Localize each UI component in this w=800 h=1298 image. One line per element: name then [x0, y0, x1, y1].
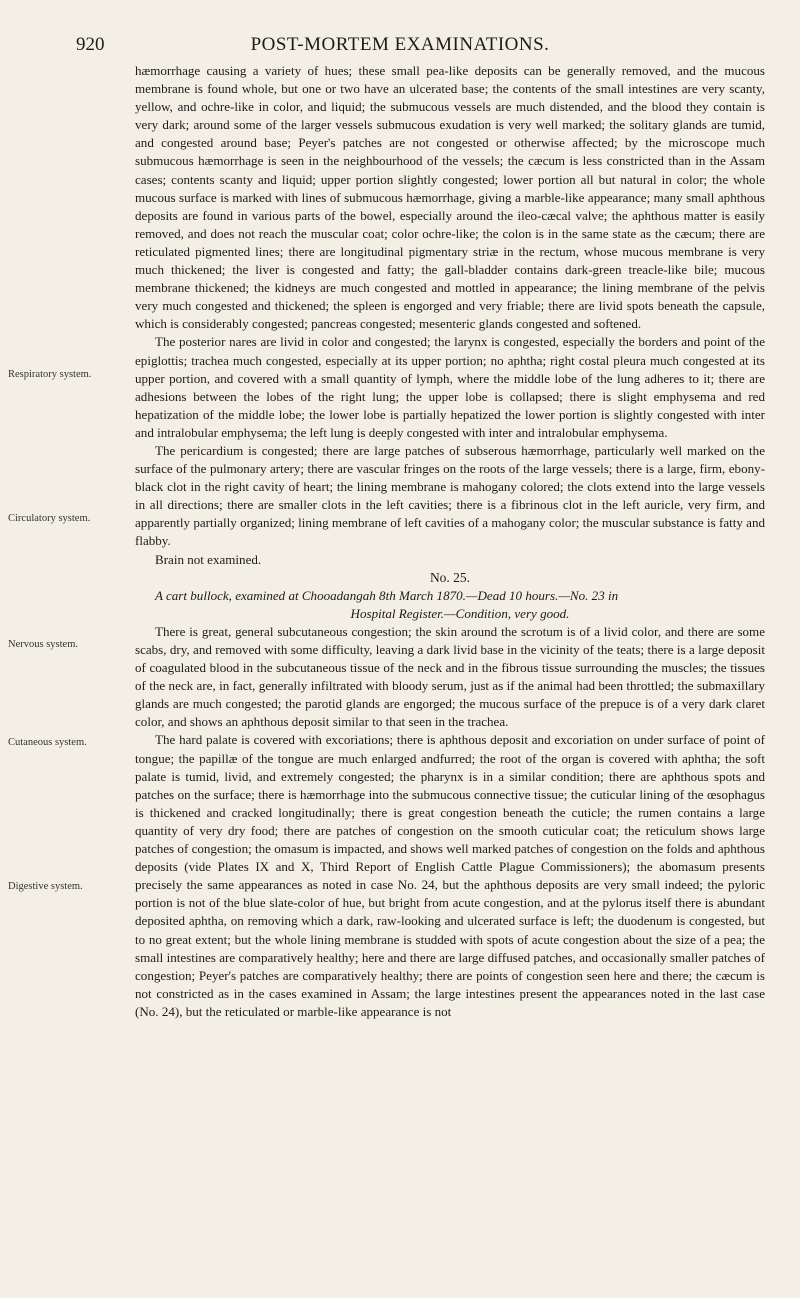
- margin-note-digestive: Digestive system.: [8, 881, 83, 892]
- margin-note-respiratory: Respiratory system.: [8, 369, 92, 380]
- paragraph-abdominal: hæmorrhage causing a variety of hues; these small pea-like deposits can be generally removed, and the mucous membrane is found whole, but one or two have an ulcerated base; the contents of the small intestines are very scanty, yellow, and ochre-like in color, and liquid; the submucous vessels are much distended, and the blood they contain is very dark; around some of the larger vessels submucous exudation is very well marked; the solitary glands are tumid, and congested around base; Peyer's patches are not congested or otherwise affected; by the microscope much submucous hæmorrhage is seen in the neighbourhood of the vessels; the cæcum is less constricted than in the Assam cases; contents scanty and liquid; upper portion slightly congested; lower portion all but natural in color; the whole mucous surface is marked with lines of submucous hæmorrhage, giving a marble-like appearance; many small aphthous deposits are found in various parts of the bowel, especially around the ileo-cæcal valve; the aphthous matter is easily removed, and does not reach the muscular coat; color ochre-like; the colon is in the same state as the cæcum; there are reticulated pigmented lines; there are longitudinal pigmentary striæ in the rectum, whose mucous membrane is very much thickened; the liver is congested and fatty; the gall-bladder contains dark-green treacle-like bile; mucous membrane thickened; the kidneys are much congested and mottled in appearance; the lining membrane of the pelvis very much congested and thickened; the spleen is engorged and very friable; there are livid spots beneath the capsule, which is considerably congested; pancreas congested; mesenteric glands congested and softened.: [135, 63, 765, 332]
- paragraph-nervous: Brain not examined.: [155, 551, 262, 567]
- paragraph-circulatory: The pericardium is congested; there are large patches of subserous hæmorrhage, particularly well marked on the surface of the pulmonary artery; there are vascular fringes on the roots of the large vessels; there is a large, firm, ebony-black clot in the right cavity of heart; the lining membrane is mahogany colored; the clots extend into the large vessels in all directions; there are smaller clots in the left cavities; there is a fibrinous clot in the left auricle, very firm, and apparently partially organized; lining membrane of left cavities of a mahogany color; the muscular substance is fatty and flabby.: [135, 442, 765, 549]
- body-text: [135, 62, 765, 1021]
- case-heading-line-2: Hospital Register.—Condition, very good.: [350, 605, 570, 621]
- margin-note-nervous: Nervous system.: [8, 639, 78, 650]
- margin-note-circulatory: Circulatory system.: [8, 513, 91, 524]
- case-heading-line-1: A cart bullock, examined at Chooadangah 8th March 1870.—Dead 10 hours.—No. 23 in: [155, 587, 619, 603]
- paragraph-respiratory: The posterior nares are livid in color and congested; the larynx is congested, especially the borders and point of the epiglottis; trachea much congested, especially at its upper portion; no aphtha; right costal pleura much congested at its upper portion, and covered with a small quantity of lymph, where the middle lobe of the lung adheres to it; there are adhesions between the lobes of the right lung; the upper lobe is collapsed; there is slight emphysema and red hepatization of the middle lobe; the lower lobe is partially hepatized the lower portion is slightly congested with inter and intralobular emphysema; the left lung is deeply congested with inter and intralobular emphysema.: [135, 334, 765, 440]
- paragraph-digestive: The hard palate is covered with excoriations; there is aphthous deposit and excoriation on under surface of point of tongue; the papillæ of the tongue are much enlarged andfurred; the root of the organ is covered with aphtha; the soft palate is tumid, livid, and extremely congested; the pharynx is in a similar condition; there are aphthous spots and patches on the surface; there is hæmorrhage into the submucous connective tissue; the cuticular lining of the œsophagus is thickened and cracked longitudinally; there is great congestion beneath the cuticle; the rumen contains a large quantity of very dry food; there are patches of congestion on the smooth cuticular coat; the reticulum shows large patches of congestion; the omasum is impacted, and shows well marked patches of congestion on the folds and aphthous deposits (vide Plates IX and X, Third Report of English Cattle Plague Commissioners); the abomasum presents precisely the same appearances as noted in case No. 24, but the aphthous deposits are very small indeed; the pyloric portion is not of the blue slate-color of hue, but bright from acute congestion, and at the pylorus itself there is abundant deposited aphtha, on removing which a dark, raw-looking and ulcerated surface is left; the duodenum is congested, but to no great extent; but the whole lining membrane is studded with spots of acute congestion about the size of a pea; the small intestines are comparatively healthy; here and there are large diffused patches, and occasionally smaller patches of congestion; Peyer's patches are comparatively healthy; there are points of congestion seen here and there; the cæcum is not constricted as in the cases examined in Assam; the large intestines present the appearances noted in the last case (No. 24), but the reticulated or marble-like appearance is not: [135, 732, 765, 1019]
- margin-note-cutaneous: Cutaneous system.: [8, 737, 87, 748]
- page-number: 920: [76, 34, 105, 55]
- paragraph-cutaneous: There is great, general subcutaneous congestion; the skin around the scrotum is of a livid color, and there are some scabs, dry, and removed with some difficulty, leaving a dark livid base in the vicinity of the teats; there is a large deposit of coagulated blood in the subcutaneous tissue of the neck and in the fibrous tissue surrounding the muscles; the tissues of the neck are, in fact, generally infiltrated with bloody serum, just as if the animal had been throttled; the submaxillary glands are much congested; the parotid glands are engorged; the mucous surface of the prepuce is of a very dark claret color, and shows an aphthous deposit similar to that seen in the trachea.: [135, 623, 765, 730]
- running-title: POST-MORTEM EXAMINATIONS.: [250, 34, 550, 55]
- page-header: [0, 34, 800, 56]
- case-number: No. 25.: [429, 569, 471, 585]
